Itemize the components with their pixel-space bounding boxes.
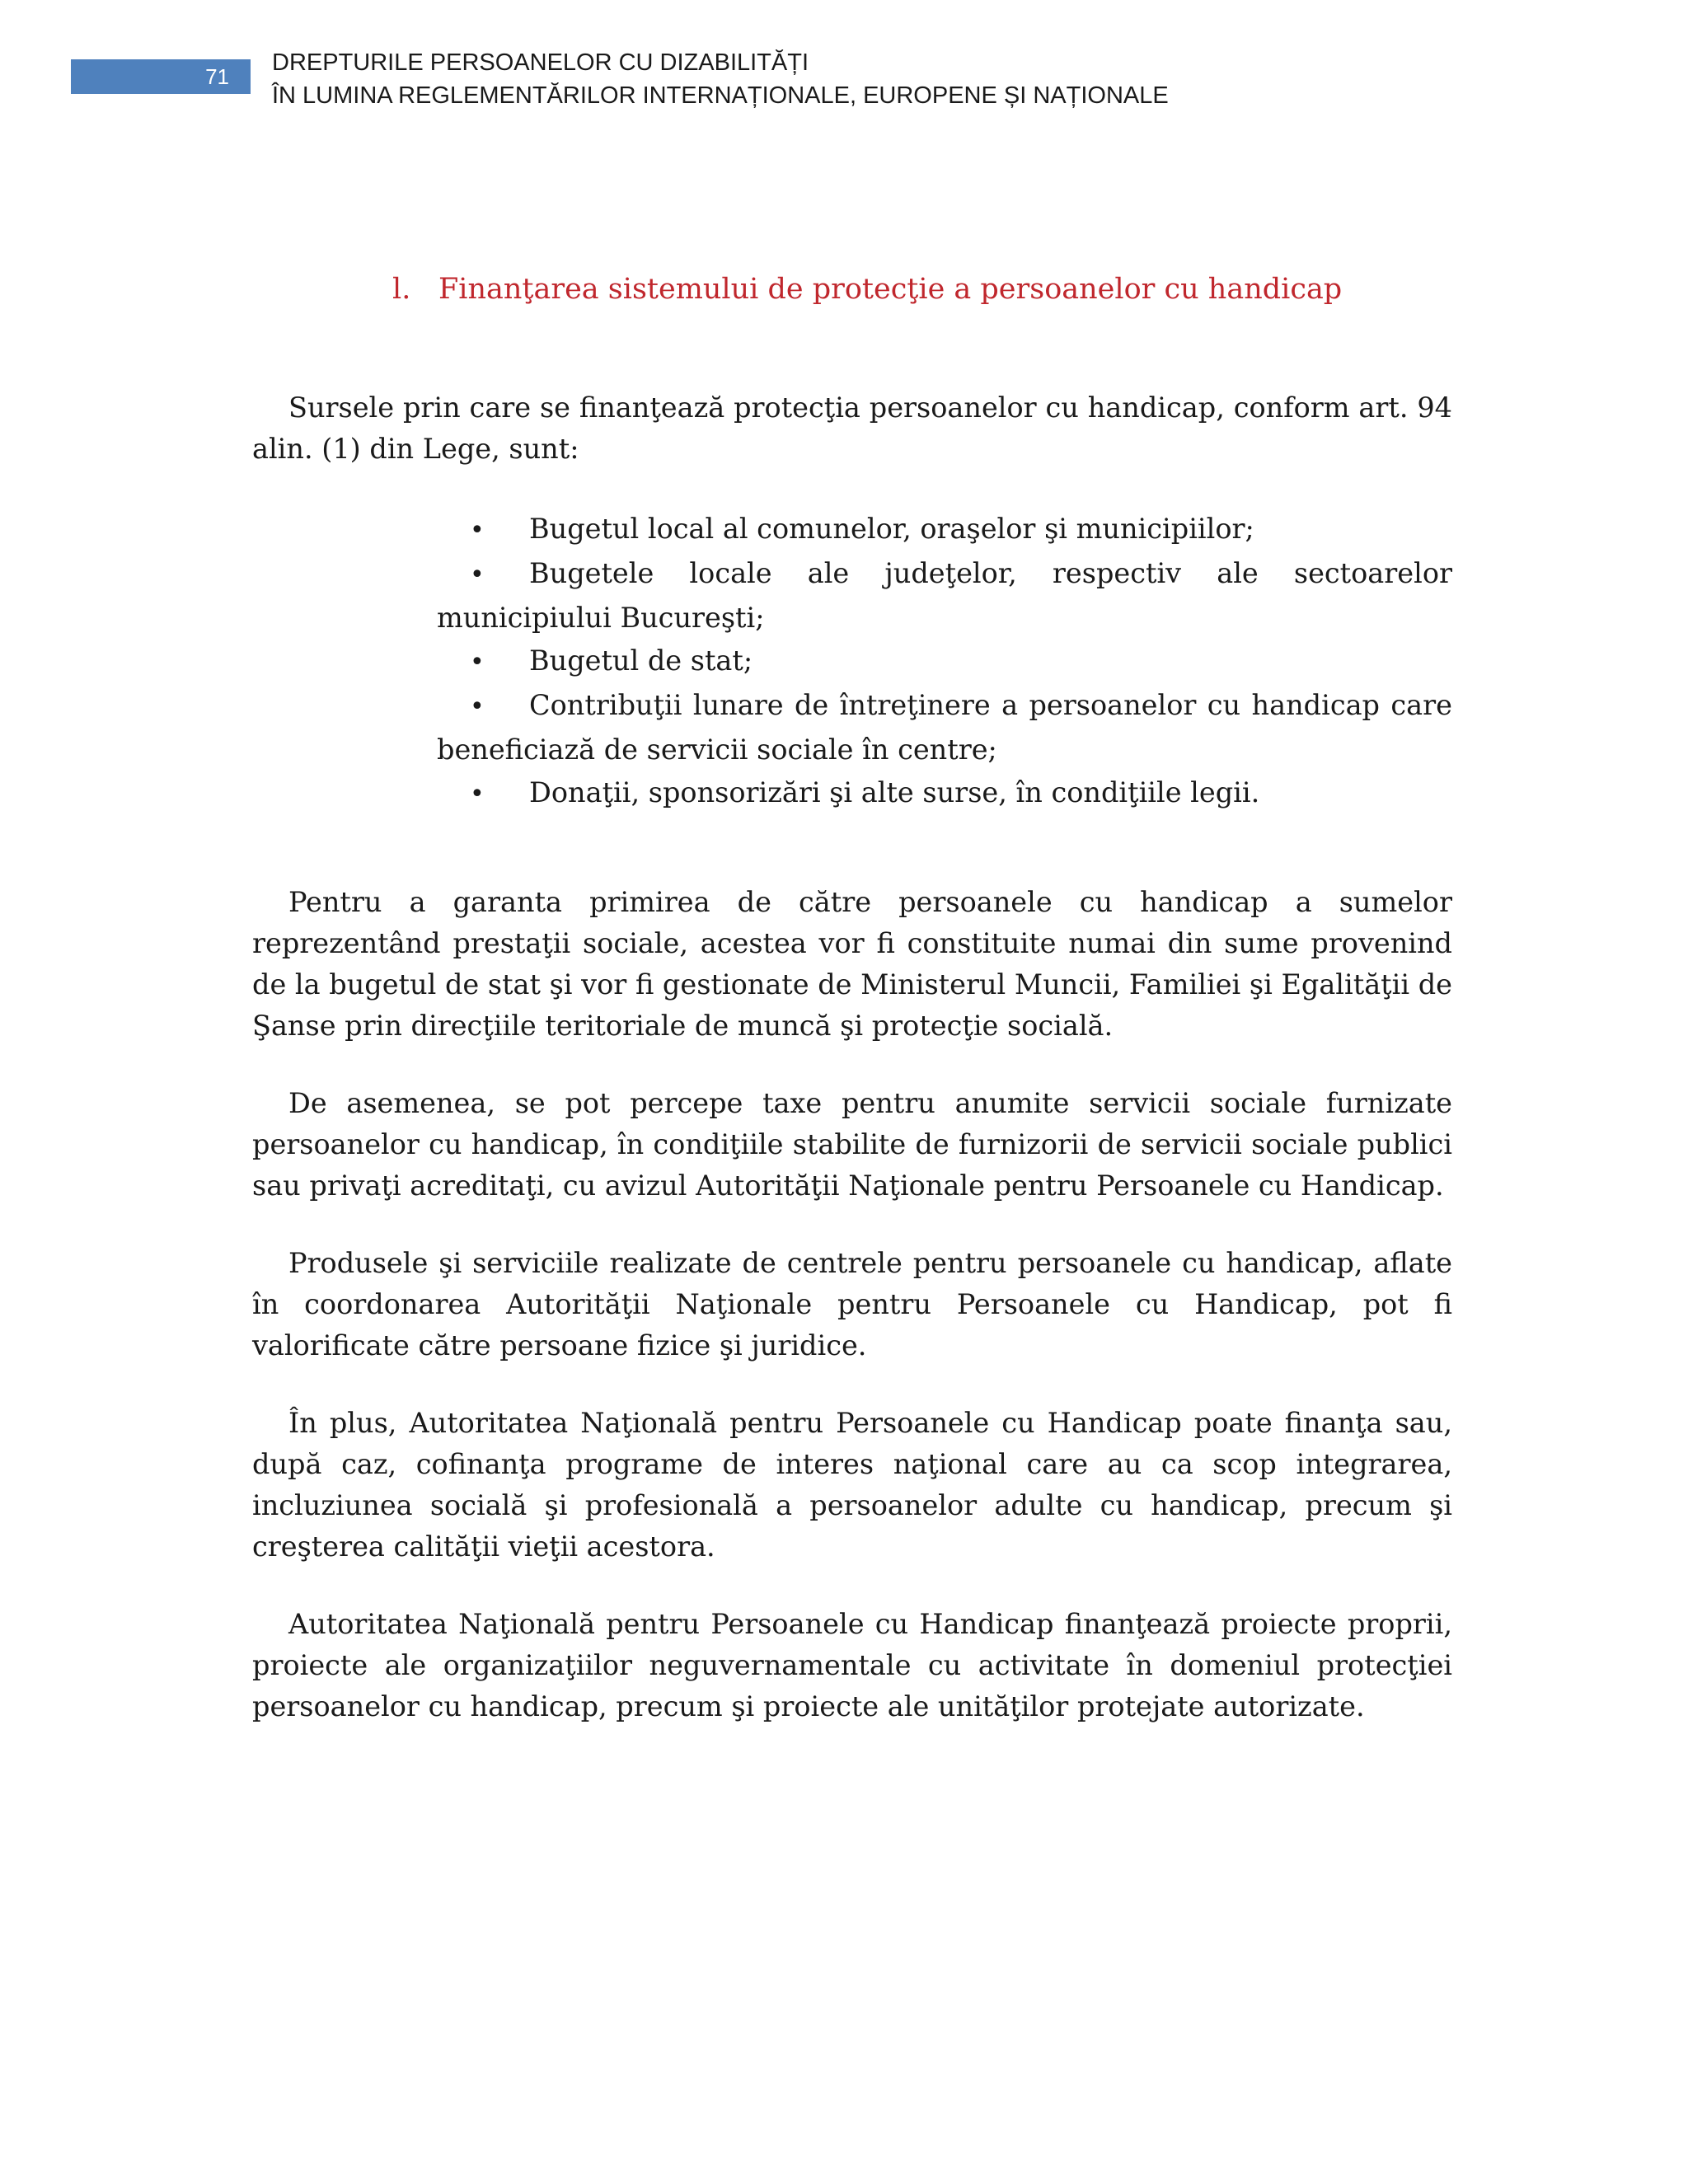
section-marker: l. (392, 273, 411, 306)
list-item-text: Bugetul local al comunelor, oraşelor şi municipiilor; (529, 513, 1254, 545)
bullet-icon: • (470, 780, 485, 808)
bullet-icon: • (470, 692, 485, 721)
section-heading (392, 269, 1342, 310)
list-item (437, 684, 1452, 771)
bullet-icon: • (470, 648, 485, 677)
running-header-line-2: ÎN LUMINA REGLEMENTĂRILOR INTERNAȚIONALE, EUROPENE ȘI NAȚIONALE (272, 82, 1169, 109)
paragraph-block-1 (252, 882, 1452, 1047)
paragraph-block-2 (252, 1083, 1452, 1207)
body-paragraph: În plus, Autoritatea Naţională pentru Persoanele cu Handicap poate finanţa sau, după caz, cofinanţa programe de interes naţional care au ca scop integrarea, incluziunea socială şi profesională a persoanelor adulte cu handicap, precum şi creşterea calităţii vieţii acestora. (252, 1407, 1452, 1563)
list-item-text: Donaţii, sponsorizări şi alte surse, în condiţiile legii. (529, 776, 1260, 808)
page-number: 71 (205, 64, 229, 89)
list-item (437, 640, 1452, 684)
intro-paragraph: Sursele prin care se finanţează protecţia persoanelor cu handicap, conform art. 94 alin. (1) din Lege, sunt: (252, 391, 1452, 465)
running-header-line-1: DREPTURILE PERSOANELOR CU DIZABILITĂȚI (272, 49, 809, 76)
list-item-text: Contribuţii lunare de întreţinere a persoanelor cu handicap care beneficiază de servicii sociale în centre; (437, 689, 1452, 766)
bullet-icon: • (470, 560, 485, 589)
section-title: Finanţarea sistemului de protecţie a persoanelor cu handicap (438, 273, 1343, 306)
funding-sources-list (437, 508, 1452, 816)
list-item (437, 508, 1452, 552)
body-paragraph: Pentru a garanta primirea de către persoanele cu handicap a sumelor reprezentând prestaţii sociale, acestea vor fi constituite numai din sume provenind de la bugetul de stat şi vor fi gestionate de Ministerul Muncii, Familiei şi Egalităţii de Şanse prin direcţiile teritoriale de muncă şi protecţie socială. (252, 886, 1452, 1042)
intro-block (252, 387, 1452, 470)
list-item-text: Bugetele locale ale judeţelor, respectiv ale sectoarelor municipiului Bucureşti; (437, 557, 1452, 634)
running-header (272, 46, 1169, 112)
list-item (437, 771, 1452, 816)
list-item (437, 552, 1452, 640)
paragraph-block-4 (252, 1403, 1452, 1568)
bullet-icon: • (470, 516, 485, 545)
body-paragraph: De asemenea, se pot percepe taxe pentru anumite servicii sociale furnizate persoanelor cu handicap, în condiţiile stabilite de furnizorii de servicii sociale publici sau privaţi acreditaţi, cu avizul Autorităţii Naţionale pentru Persoanele cu Handicap. (252, 1087, 1452, 1202)
page-number-badge (71, 59, 251, 94)
body-paragraph: Produsele şi serviciile realizate de centrele pentru persoanele cu handicap, aflate în coordonarea Autorităţii Naţionale pentru Persoanele cu Handicap, pot fi valorificate către persoane fizice şi juridice. (252, 1247, 1452, 1361)
paragraph-block-3 (252, 1243, 1452, 1366)
body-paragraph: Autoritatea Naţională pentru Persoanele cu Handicap finanţează proiecte proprii, proiecte ale organizaţiilor neguvernamentale cu activitate în domeniul protecţiei persoanelor cu handicap, precum şi proiecte ale unităţilor protejate autorizate. (252, 1608, 1452, 1722)
list-item-text: Bugetul de stat; (529, 644, 753, 677)
paragraph-block-5 (252, 1604, 1452, 1727)
